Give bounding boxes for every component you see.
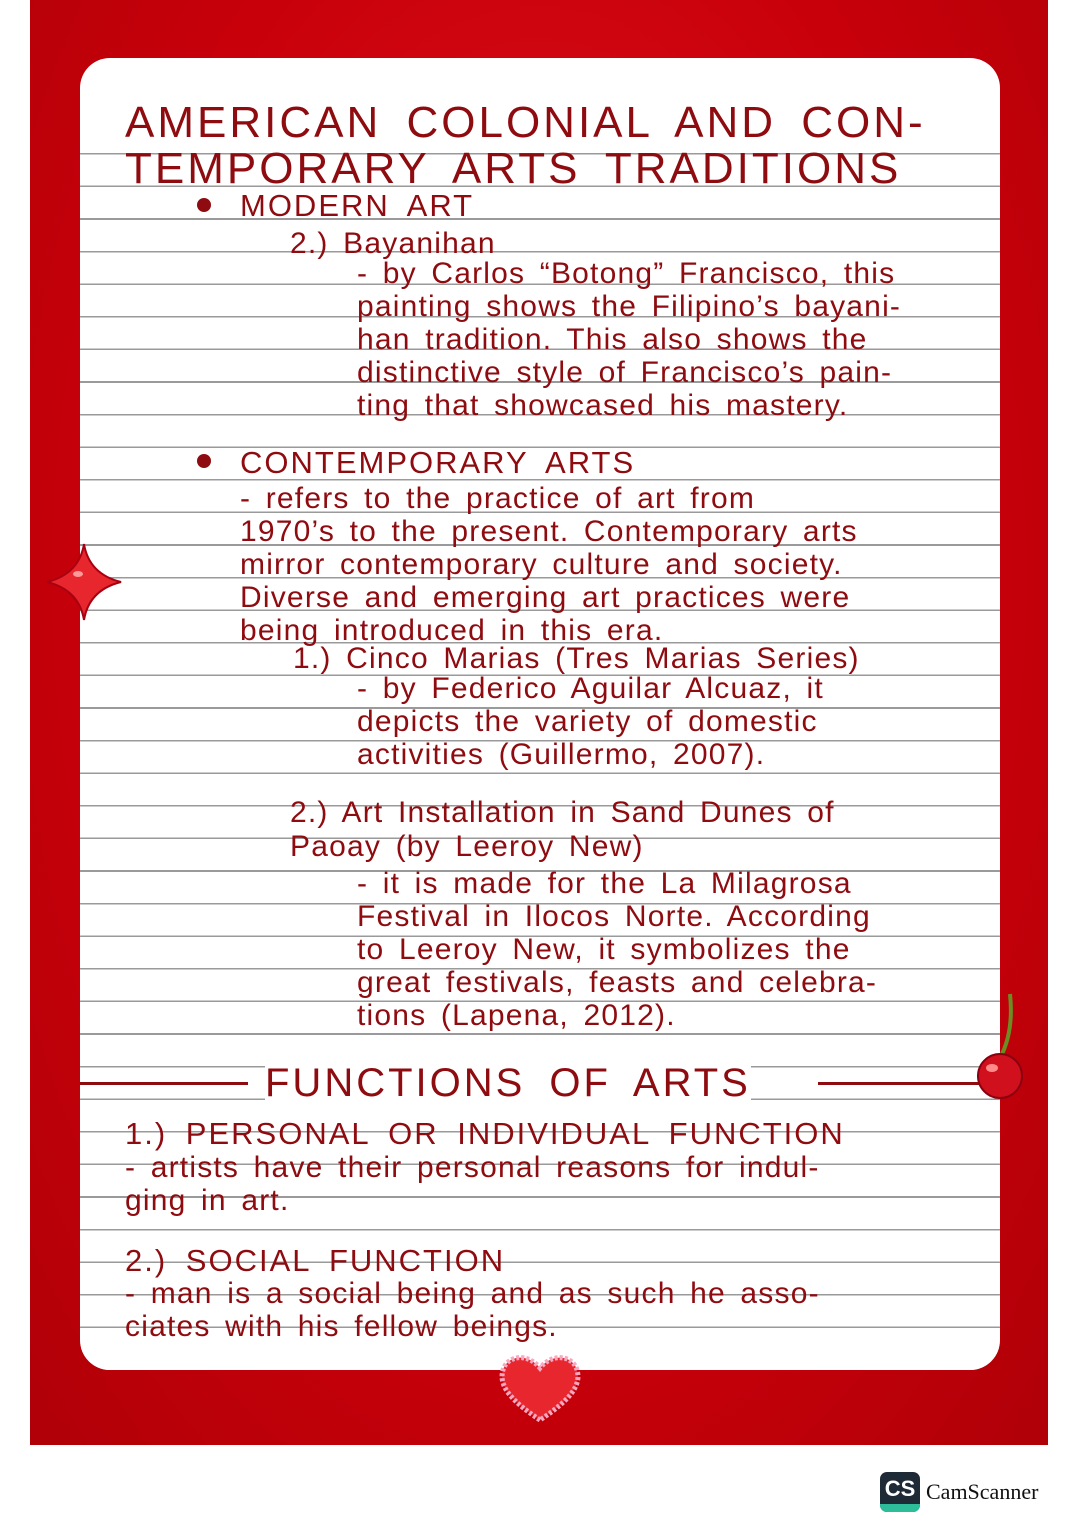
text-line: mirror contemporary culture and society. xyxy=(240,548,843,581)
text-line: - refers to the practice of art from xyxy=(240,482,756,515)
camscanner-watermark xyxy=(880,1472,1038,1512)
text-line: Diverse and emerging art practices were xyxy=(240,581,851,614)
cherry-icon xyxy=(970,992,1030,1100)
camscanner-text: CamScanner xyxy=(926,1479,1039,1504)
title-line-2: TEMPORARY ARTS TRADITIONS xyxy=(125,144,902,193)
text-line: - artists have their personal reasons for indul- xyxy=(125,1151,820,1184)
bullet-icon xyxy=(197,198,211,212)
text-line: ging in art. xyxy=(125,1184,290,1217)
text-line: - by Carlos “Botong” Francisco, this xyxy=(357,257,896,290)
art-installation-title-2: Paoay (by Leeroy New) xyxy=(290,830,644,863)
modern-art-heading: MODERN ART xyxy=(240,188,475,223)
text-line: han tradition. This also shows the xyxy=(357,323,868,356)
text-line: depicts the variety of domestic xyxy=(357,705,818,738)
text-line: ciates with his fellow beings. xyxy=(125,1310,558,1343)
text-line: great festivals, feasts and celebra- xyxy=(357,966,878,999)
text-line: distinctive style of Francisco’s pain- xyxy=(357,356,893,389)
text-line: - man is a social being and as such he asso- xyxy=(125,1277,820,1310)
personal-function-title: 1.) PERSONAL OR INDIVIDUAL FUNCTION xyxy=(125,1116,845,1151)
text-line: - it is made for the La Milagrosa xyxy=(357,867,852,900)
art-installation-title: 2.) Art Installation in Sand Dunes of xyxy=(290,796,835,829)
sparkle-star-icon xyxy=(45,542,123,622)
bayanihan-title: 2.) Bayanihan xyxy=(290,227,496,260)
text-line: - by Federico Aguilar Alcuaz, it xyxy=(357,672,824,705)
divider-left xyxy=(80,1082,248,1085)
functions-heading: FUNCTIONS OF ARTS xyxy=(265,1061,751,1105)
text-line: being introduced in this era. xyxy=(240,614,664,647)
text-line: Festival in Ilocos Norte. According xyxy=(357,900,871,933)
text-line: ting that showcased his mastery. xyxy=(357,389,849,422)
text-line: 1970’s to the present. Contemporary arts xyxy=(240,515,858,548)
camscanner-logo-icon: CS xyxy=(880,1472,920,1512)
text-line: activities (Guillermo, 2007). xyxy=(357,738,766,771)
bullet-icon xyxy=(197,454,211,468)
contemporary-heading: CONTEMPORARY ARTS xyxy=(240,445,636,480)
social-function-title: 2.) SOCIAL FUNCTION xyxy=(125,1243,506,1278)
cinco-marias-title: 1.) Cinco Marias (Tres Marias Series) xyxy=(293,642,860,675)
text-line: tions (Lapena, 2012). xyxy=(357,999,676,1032)
heart-icon xyxy=(497,1350,583,1424)
title-line-1: AMERICAN COLONIAL AND CON- xyxy=(125,98,926,147)
text-line: to Leeroy New, it symbolizes the xyxy=(357,933,851,966)
text-line: painting shows the Filipino’s bayani- xyxy=(357,290,902,323)
